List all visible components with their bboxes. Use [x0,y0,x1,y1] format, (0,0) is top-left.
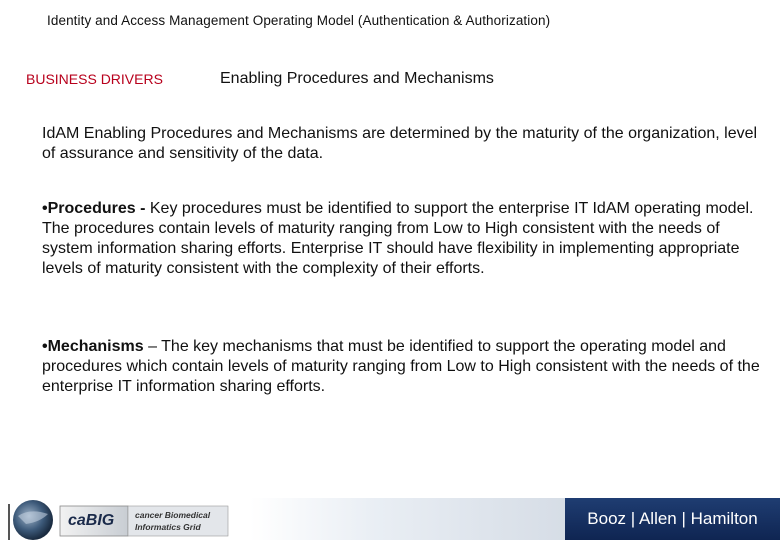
cabig-subtitle-line2: Informatics Grid [135,522,201,532]
mechanisms-paragraph [42,337,764,397]
footer-gradient-band [250,498,565,540]
procedures-lead: •Procedures - [42,200,146,217]
logo-divider [8,504,10,540]
mechanisms-lead: •Mechanisms [42,338,144,355]
intro-paragraph: IdAM Enabling Procedures and Mechanisms are determined by the maturity of the organization, level of assurance and sensitivity of the data. [42,125,758,162]
cabig-logo-area [0,488,250,540]
business-drivers-label: BUSINESS DRIVERS [26,71,163,87]
cabig-subtitle-line1: cancer Biomedical [135,510,211,520]
slide-title: Identity and Access Management Operating Model (Authentication & Authorization) [47,13,551,28]
section-heading: Enabling Procedures and Mechanisms [220,70,494,87]
company-logo-text: Booz | Allen | Hamilton [587,509,758,528]
booz-allen-hamilton-bar [565,498,780,540]
procedures-text: Key procedures must be identified to support the enterprise IT IdAM operating model. The procedures contain levels of maturity ranging from Low to High consistent with the needs of system information sharing efforts. Enterprise IT should have flexibility in implementing appropriate levels of maturity consistent with the complexity of their efforts. [42,200,754,277]
cabig-logo-text: caBIG [68,512,115,529]
mechanisms-text: – The key mechanisms that must be identified to support the operating model and procedures which contain levels of maturity ranging from Low to High consistent with the needs of the enterprise IT information sharing efforts. [42,338,760,395]
procedures-paragraph [42,199,764,279]
